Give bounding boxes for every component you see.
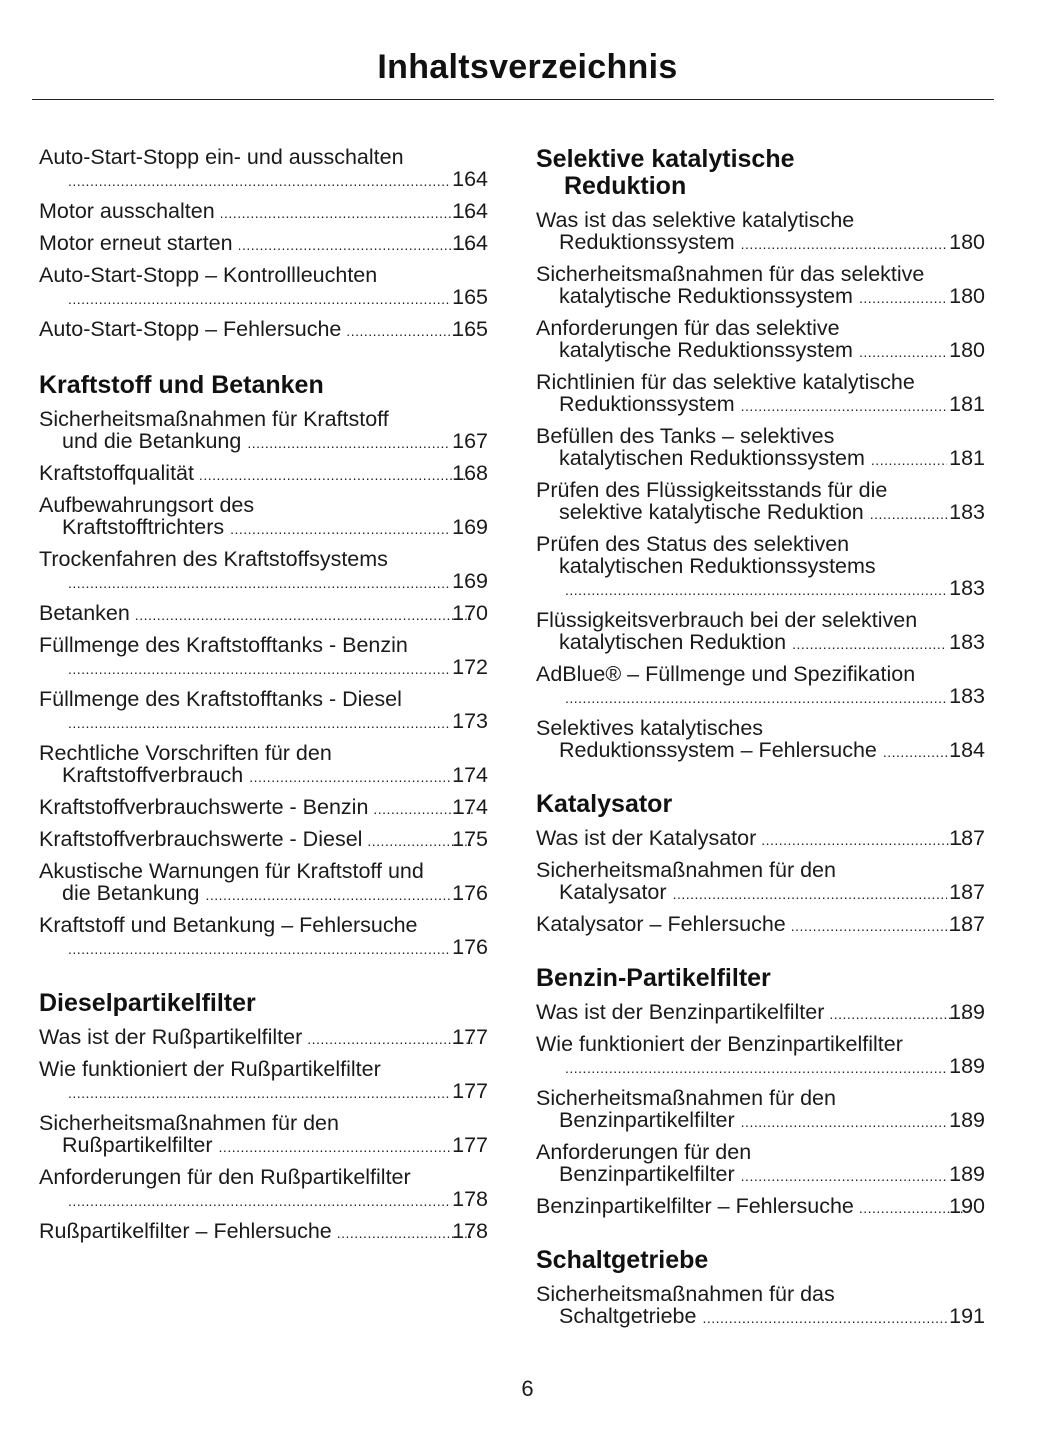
entry-page-number: 187: [949, 826, 985, 850]
entry-page-number: 187: [949, 880, 985, 904]
entry-line: [62, 570, 488, 594]
entry-title: Sicherheitsmaßnahmen für Kraftstoff: [39, 407, 389, 431]
dot-leader: [239, 234, 474, 256]
dot-leader: [883, 741, 947, 763]
entry-title-cont: katalytische Reduktionssystem: [559, 338, 853, 362]
entry-page-number: 183: [949, 576, 985, 600]
entry-line: [62, 1134, 488, 1158]
entry-page-number: 165: [452, 317, 488, 341]
entry-page-number: 176: [452, 935, 488, 959]
toc-section: [536, 791, 985, 937]
entry-title: AdBlue® – Füllmenge und Spezifikation: [536, 662, 916, 686]
toc-entry[interactable]: [536, 1033, 985, 1079]
entry-title: Sicherheitsmaßnahmen für den: [39, 1111, 339, 1135]
entry-page-number: 180: [949, 284, 985, 308]
toc-entry[interactable]: [536, 533, 985, 601]
entry-page-number: 173: [452, 709, 488, 733]
toc-entry[interactable]: [39, 828, 488, 852]
dot-leader: [221, 202, 473, 224]
dot-leader: [870, 503, 947, 525]
toc-entry[interactable]: [536, 1001, 985, 1025]
entry-page-number: 175: [452, 827, 488, 851]
dot-leader: [249, 766, 450, 788]
entry-page-number: 164: [452, 167, 488, 191]
entry-title: Was ist der Benzinpartikelfilter: [536, 1000, 825, 1024]
entry-page-number: 183: [949, 684, 985, 708]
entry-line: [559, 1055, 985, 1079]
section-title: [536, 146, 985, 200]
toc-entry[interactable]: [536, 425, 985, 471]
entry-page-number: 189: [949, 1054, 985, 1078]
dot-leader: [859, 341, 947, 363]
entry-title: Wie funktioniert der Rußpartikelfilter: [39, 1057, 381, 1081]
entry-line: [39, 601, 488, 626]
entry-title-cont: selektive katalytische Reduktion: [559, 500, 864, 524]
dot-leader: [859, 287, 947, 309]
entry-page-number: 165: [452, 285, 488, 309]
toc-entry[interactable]: [39, 688, 488, 734]
entry-page-number: 191: [949, 1304, 985, 1328]
toc-entry[interactable]: [39, 146, 488, 192]
entry-page-number: 169: [452, 569, 488, 593]
entry-title: Kraftstoff und Betankung – Fehlersuche: [39, 913, 418, 937]
entry-line: [62, 936, 488, 960]
toc-entry[interactable]: [39, 494, 488, 540]
entry-title-cont: Reduktionssystem: [559, 230, 735, 254]
page-number: 6: [521, 1376, 534, 1401]
section-title-text: Benzin-Partikelfilter: [536, 964, 771, 992]
entry-page-number: 169: [452, 515, 488, 539]
entry-title-cont: katalytischen Reduktion: [559, 630, 787, 654]
entry-title: Akustische Warnungen für Kraftstoff und: [39, 859, 424, 883]
dot-leader: [565, 579, 947, 601]
dot-leader: [68, 170, 450, 192]
entry-title: Anforderungen für den Rußpartikelfilter: [39, 1165, 411, 1189]
entry-title: Befüllen des Tanks – selektives: [536, 424, 835, 448]
entry-page-number: 174: [452, 795, 488, 819]
entry-page-number: 180: [949, 338, 985, 362]
toc-entry[interactable]: [536, 859, 985, 905]
entry-title: Was ist der Katalysator: [536, 826, 757, 850]
entry-title-cont: Kraftstoffverbrauch: [62, 763, 244, 787]
entry-title-cont: Reduktionssystem: [559, 392, 735, 416]
entry-title-cont: Schaltgetriebe: [559, 1304, 697, 1328]
toc-entry[interactable]: [39, 264, 488, 310]
section-title-text: Kraftstoff und Betanken: [39, 371, 324, 399]
entry-page-number: 178: [452, 1187, 488, 1211]
toc-entry[interactable]: [536, 479, 985, 525]
dot-leader: [792, 633, 947, 655]
entry-line: [559, 577, 985, 601]
toc-entry[interactable]: [39, 634, 488, 680]
dot-leader: [68, 1082, 450, 1104]
entry-page-number: 183: [949, 630, 985, 654]
entry-line: [559, 1305, 985, 1329]
section-title: [39, 372, 488, 399]
toc-right-column: [536, 146, 985, 1337]
toc-entry[interactable]: [39, 1058, 488, 1104]
entry-title-cont: Reduktionssystem – Fehlersuche: [559, 738, 877, 762]
toc-entry[interactable]: [536, 1283, 985, 1329]
toc-entry[interactable]: [39, 232, 488, 256]
entry-line: [536, 826, 985, 851]
dot-leader: [792, 915, 970, 937]
entry-page-number: 181: [949, 446, 985, 470]
entry-line: [559, 685, 985, 709]
entry-page-number: 178: [452, 1219, 488, 1243]
section-title-text: Dieselpartikelfilter: [39, 989, 256, 1017]
dot-leader: [68, 288, 450, 310]
toc-entry[interactable]: [39, 860, 488, 906]
dot-leader: [673, 883, 948, 905]
entry-page-number: 177: [452, 1133, 488, 1157]
entry-line: [62, 764, 488, 788]
entry-line: [559, 285, 985, 309]
entry-line: [39, 199, 488, 224]
entry-line: [536, 1000, 985, 1025]
entry-title: Motor erneut starten: [39, 231, 233, 255]
dot-leader: [741, 1111, 947, 1133]
toc-entry[interactable]: [39, 742, 488, 788]
entry-line: [62, 1188, 488, 1212]
entry-title: Sicherheitsmaßnahmen für das selektive: [536, 262, 925, 286]
entry-title: Auto-Start-Stopp – Kontrollleuchten: [39, 263, 378, 287]
entry-title: Auto-Start-Stopp ein- und ausschalten: [39, 145, 404, 169]
entry-title: Motor ausschalten: [39, 199, 215, 223]
entry-title-cont: die Betankung: [62, 881, 200, 905]
entry-page-number: 189: [949, 1108, 985, 1132]
entry-line: [62, 710, 488, 734]
entry-page-number: 183: [949, 500, 985, 524]
toc-entry[interactable]: [39, 462, 488, 486]
section-title: [536, 965, 985, 992]
entry-title: Sicherheitsmaßnahmen für das: [536, 1282, 835, 1306]
dot-leader: [68, 658, 450, 680]
entry-line: [559, 1109, 985, 1133]
entry-line: [62, 168, 488, 192]
entry-title-cont: und die Betankung: [62, 429, 242, 453]
section-title-text-cont: Reduktion: [564, 172, 687, 200]
dot-leader: [68, 712, 450, 734]
entry-title: Füllmenge des Kraftstofftanks - Diesel: [39, 687, 402, 711]
toc-section: [39, 990, 488, 1244]
entry-line: [62, 656, 488, 680]
entry-page-number: 176: [452, 881, 488, 905]
section-title-text: Katalysator: [536, 790, 673, 818]
entry-title: Auto-Start-Stopp – Fehlersuche: [39, 317, 342, 341]
entry-line: [536, 1194, 985, 1219]
dot-leader: [205, 884, 450, 906]
toc-entry[interactable]: [536, 1195, 985, 1219]
entry-title: Kraftstoffqualität: [39, 461, 194, 485]
toc-section: [39, 372, 488, 960]
toc-entry[interactable]: [536, 663, 985, 709]
entry-page-number: 180: [949, 230, 985, 254]
entry-title-cont: Rußpartikelfilter: [62, 1133, 213, 1157]
entry-page-number: 190: [949, 1194, 985, 1218]
section-title-text: Schaltgetriebe: [536, 1246, 709, 1274]
section-title: [39, 990, 488, 1017]
toc-entry[interactable]: [39, 1026, 488, 1050]
entry-title: Wie funktioniert der Benzinpartikelfilter: [536, 1032, 903, 1056]
toc-entry[interactable]: [39, 548, 488, 594]
toc-entry[interactable]: [39, 1220, 488, 1244]
toc-entry[interactable]: [536, 371, 985, 417]
entry-title: Prüfen des Status des selektiven: [536, 532, 850, 556]
toc-section: [536, 146, 985, 763]
toc-entry[interactable]: [536, 1087, 985, 1133]
page-title: Inhaltsverzeichnis: [377, 48, 678, 86]
section-title-text: Selektive katalytische: [536, 145, 795, 173]
entry-page-number: 177: [452, 1079, 488, 1103]
dot-leader: [200, 464, 473, 486]
dot-leader: [230, 518, 450, 540]
entry-title: Selektives katalytisches: [536, 716, 764, 740]
section-title: [536, 791, 985, 818]
dot-leader: [68, 1190, 450, 1212]
entry-title: Sicherheitsmaßnahmen für den: [536, 1086, 836, 1110]
entry-title-cont: katalytische Reduktionssystem: [559, 284, 853, 308]
entry-title-cont: Benzinpartikelfilter: [559, 1162, 735, 1186]
entry-title: Sicherheitsmaßnahmen für den: [536, 858, 836, 882]
toc-section: [536, 1247, 985, 1329]
toc-entry[interactable]: [536, 717, 985, 763]
entry-title-cont: Benzinpartikelfilter: [559, 1108, 735, 1132]
dot-leader: [68, 572, 450, 594]
entry-title: Was ist der Rußpartikelfilter: [39, 1025, 303, 1049]
dot-leader: [762, 829, 970, 851]
entry-title: Benzinpartikelfilter – Fehlersuche: [536, 1194, 854, 1218]
dot-leader: [136, 604, 473, 626]
toc-entry[interactable]: [536, 827, 985, 851]
entry-line: [62, 1080, 488, 1104]
dot-leader: [741, 233, 947, 255]
entry-page-number: 164: [452, 231, 488, 255]
dot-leader: [741, 1165, 947, 1187]
dot-leader: [219, 1136, 451, 1158]
entry-page-number: 168: [452, 461, 488, 485]
entry-title: Betanken: [39, 601, 130, 625]
toc-entry[interactable]: [39, 1112, 488, 1158]
toc-entry[interactable]: [536, 263, 985, 309]
entry-title-cont: Katalysator: [559, 880, 667, 904]
toc-entry[interactable]: [536, 209, 985, 255]
entry-page-number: 164: [452, 199, 488, 223]
entry-line: [39, 231, 488, 256]
toc-entry[interactable]: [39, 602, 488, 626]
entry-title: Prüfen des Flüssigkeitsstands für die: [536, 478, 888, 502]
section-title: [536, 1247, 985, 1274]
toc-entry[interactable]: [536, 1141, 985, 1187]
entry-page-number: 187: [949, 912, 985, 936]
entry-line: [62, 882, 488, 906]
entry-line: [559, 739, 985, 763]
toc-entry[interactable]: [536, 913, 985, 937]
entry-title: Kraftstoffverbrauchswerte - Diesel: [39, 827, 363, 851]
entry-line: [39, 317, 488, 342]
entry-page-number: 184: [949, 738, 985, 762]
toc-section: [39, 146, 488, 342]
entry-title: Aufbewahrungsort des: [39, 493, 255, 517]
dot-leader: [702, 1307, 947, 1329]
entry-title: Füllmenge des Kraftstofftanks - Benzin: [39, 633, 408, 657]
toc-entry[interactable]: [39, 796, 488, 820]
dot-leader: [68, 938, 450, 960]
toc-entry[interactable]: [536, 609, 985, 655]
entry-line: [559, 231, 985, 255]
entry-title: Anforderungen für das selektive: [536, 316, 840, 340]
entry-page-number: 177: [452, 1025, 488, 1049]
entry-line: [559, 501, 985, 525]
dot-leader: [565, 1057, 947, 1079]
entry-line: [39, 827, 488, 852]
entry-line: [39, 1219, 488, 1244]
entry-title: Anforderungen für den: [536, 1140, 752, 1164]
toc-entry[interactable]: [39, 1166, 488, 1212]
entry-line: [536, 912, 985, 937]
toc-entry[interactable]: [39, 914, 488, 960]
entry-title: Katalysator – Fehlersuche: [536, 912, 786, 936]
entry-line: [559, 881, 985, 905]
entry-title: Was ist das selektive katalytische: [536, 208, 855, 232]
entry-page-number: 172: [452, 655, 488, 679]
entry-line: [39, 461, 488, 486]
entry-title-cont: katalytischen Reduktionssystems: [559, 554, 876, 578]
toc-entry[interactable]: [39, 200, 488, 224]
entry-title: Rußpartikelfilter – Fehlersuche: [39, 1219, 332, 1243]
entry-line: [559, 393, 985, 417]
toc-entry[interactable]: [39, 408, 488, 454]
title-divider: [32, 99, 994, 100]
toc-entry[interactable]: [39, 318, 488, 342]
entry-title: Flüssigkeitsverbrauch bei der selektiven: [536, 608, 918, 632]
entry-title-cont: katalytischen Reduktionssystem: [559, 446, 865, 470]
toc-entry[interactable]: [536, 317, 985, 363]
dot-leader: [308, 1028, 473, 1050]
entry-page-number: 189: [949, 1000, 985, 1024]
entry-line: [62, 286, 488, 310]
entry-line: [62, 430, 488, 454]
entry-page-number: 189: [949, 1162, 985, 1186]
entry-line: [62, 516, 488, 540]
entry-page-number: 167: [452, 429, 488, 453]
entry-page-number: 181: [949, 392, 985, 416]
dot-leader: [871, 449, 947, 471]
entry-title: Rechtliche Vorschriften für den: [39, 741, 332, 765]
dot-leader: [565, 687, 947, 709]
entry-line: [559, 631, 985, 655]
entry-line: [559, 447, 985, 471]
entry-title-cont: Kraftstofftrichters: [62, 515, 225, 539]
dot-leader: [247, 432, 450, 454]
toc-left-column: [39, 146, 488, 1252]
entry-line: [39, 795, 488, 820]
toc-section: [536, 965, 985, 1219]
entry-page-number: 170: [452, 601, 488, 625]
entry-line: [559, 339, 985, 363]
entry-page-number: 174: [452, 763, 488, 787]
entry-title: Trockenfahren des Kraftstoffsystems: [39, 547, 388, 571]
dot-leader: [741, 395, 947, 417]
entry-line: [559, 1163, 985, 1187]
entry-title: Kraftstoffverbrauchswerte - Benzin: [39, 795, 369, 819]
entry-line: [39, 1025, 488, 1050]
entry-title: Richtlinien für das selektive katalytische: [536, 370, 915, 394]
